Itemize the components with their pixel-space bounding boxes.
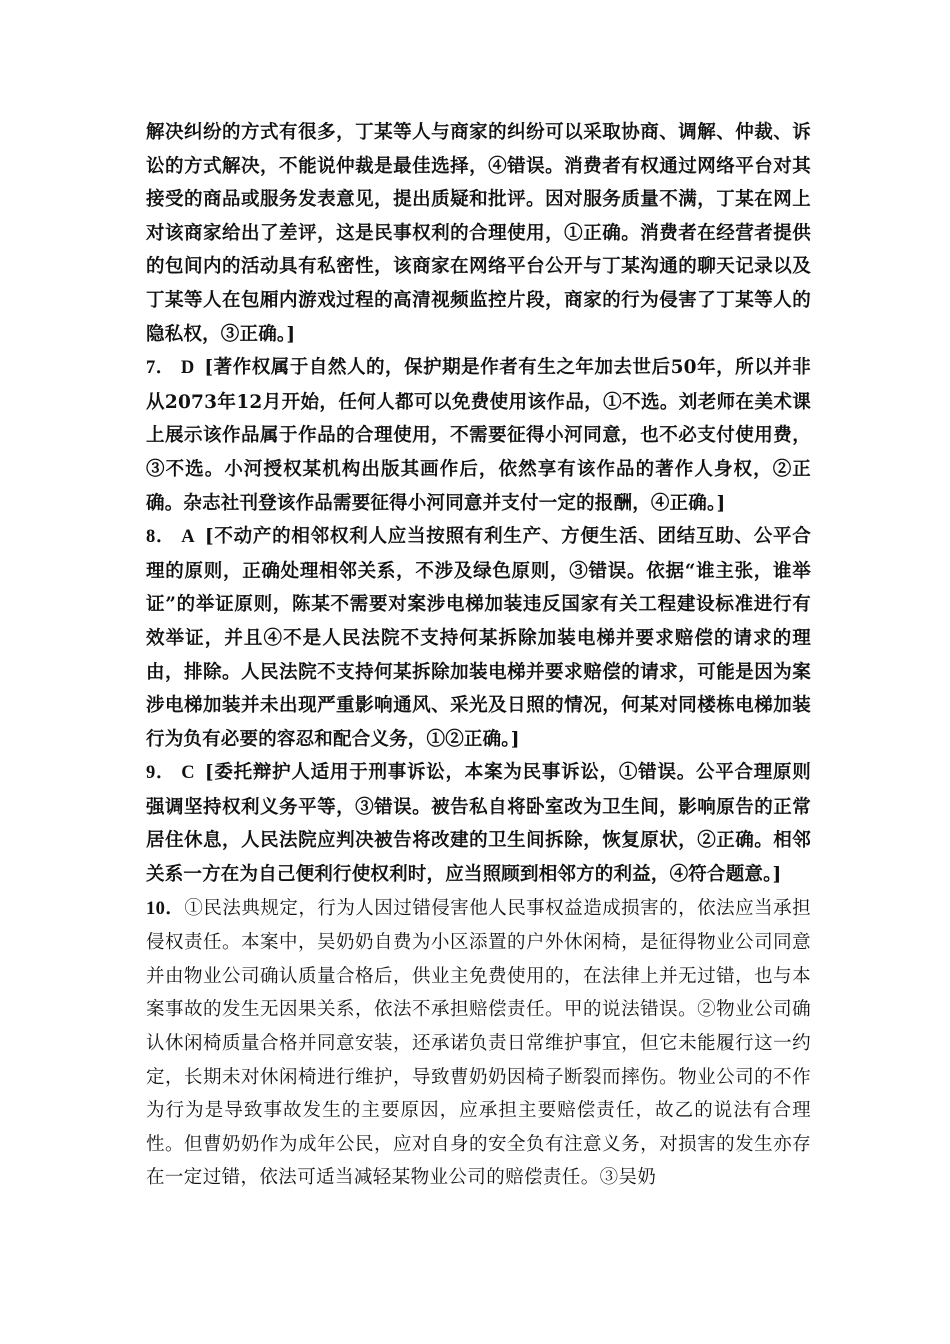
item-number: 8． bbox=[146, 527, 176, 548]
answer-item-7 bbox=[146, 351, 811, 520]
item-text: ①民法典规定，行为人因过错侵害他人民事权益造成损害的，依法应当承担侵权责任。本案中，吴奶奶自费为小区添置的户外休闲椅，是征得物业公司同意并由物业公司确认质量合格后，供业主免费使用的，在法律上并无过错，也与本案事故的发生无因果关系，依法不承担赔偿责任。甲的说法错误。②物业公司确认休闲椅质量合格并同意安装，还承诺负责日常维护事宜，但它未能履行这一约定，长期未对休闲椅进行维护，导致曹奶奶因椅子断裂而摔伤。物业公司的不作为行为是导致事故发生的主要原因，应承担主要赔偿责任，故乙的说法有合理性。但曹奶奶作为成年公民，应对自身的安全负有注意义务，对损害的发生亦存在一定过错，依法可适当减轻某物业公司的赔偿责任。③吴奶 bbox=[146, 897, 812, 1189]
item-explanation: [著作权属于自然人的，保护期是作者有生之年加去世后50年，所以并非从2073年12月开始，任何人都可以免费使用该作品，①不选。刘老师在美术课上展示该作品属于作品的合理使用，不需要征得小河同意，也不必支付使用费，③不选。小河授权某机构出版其画作后，依然享有该作品的著作人身权，②正确。杂志社刊登该作品需要征得小河同意并支付一定的报酬，④正确。] bbox=[146, 357, 811, 514]
item-number: 10． bbox=[146, 898, 185, 919]
item-answer: C bbox=[181, 763, 195, 784]
answer-item-9 bbox=[146, 756, 811, 891]
item-answer: D bbox=[180, 358, 195, 379]
item-explanation: [不动产的相邻权利人应当按照有利生产、方便生活、团结互助、公平合理的原则，正确处理相邻关系，不涉及绿色原则，③错误。依据“谁主张，谁举证”的举证原则，陈某不需要对案涉电梯加装违反国家有关工程建设标准进行有效举证，并且④不是人民法院不支持何某拆除加装电梯并要求赔偿的请求的理由，排除。人民法院不支持何某拆除加装电梯并要求赔偿的请求，可能是因为案涉电梯加装并未出现严重影响通风、采光及日照的情况，何某对同楼栋电梯加装行为负有必要的容忍和配合义务，①②正确。] bbox=[146, 526, 811, 750]
answer-item-10 bbox=[146, 892, 811, 1195]
answer-item-8 bbox=[146, 520, 811, 756]
intro-paragraph: 解决纠纷的方式有很多，丁某等人与商家的纠纷可以采取协商、调解、仲裁、诉讼的方式解决，不能说仲裁是最佳选择，④错误。消费者有权通过网络平台对其接受的商品或服务发表意见，提出质疑和批评。因对服务质量不满，丁某在网上对该商家给出了差评，这是民事权利的合理使用，①正确。消费者在经营者提供的包间内的活动具有私密性，该商家在网络平台公开与丁某沟通的聊天记录以及丁某等人在包厢内游戏过程的高清视频监控片段，商家的行为侵害了丁某等人的隐私权，③正确。] bbox=[146, 122, 811, 345]
item-number: 9． bbox=[146, 763, 176, 784]
item-answer: A bbox=[181, 527, 195, 548]
item-number: 7． bbox=[146, 358, 175, 379]
item-explanation: [委托辩护人适用于刑事诉讼，本案为民事诉讼，①错误。公平合理原则强调坚持权利义务平等，③错误。被告私自将卧室改为卫生间，影响原告的正常居住休息，人民法院应判决被告将改建的卫生间拆除，恢复原状，②正确。相邻关系一方在为自己便利行使权利时，应当照顾到相邻方的利益，④符合题意。] bbox=[146, 762, 811, 886]
answer-document bbox=[146, 116, 811, 1195]
